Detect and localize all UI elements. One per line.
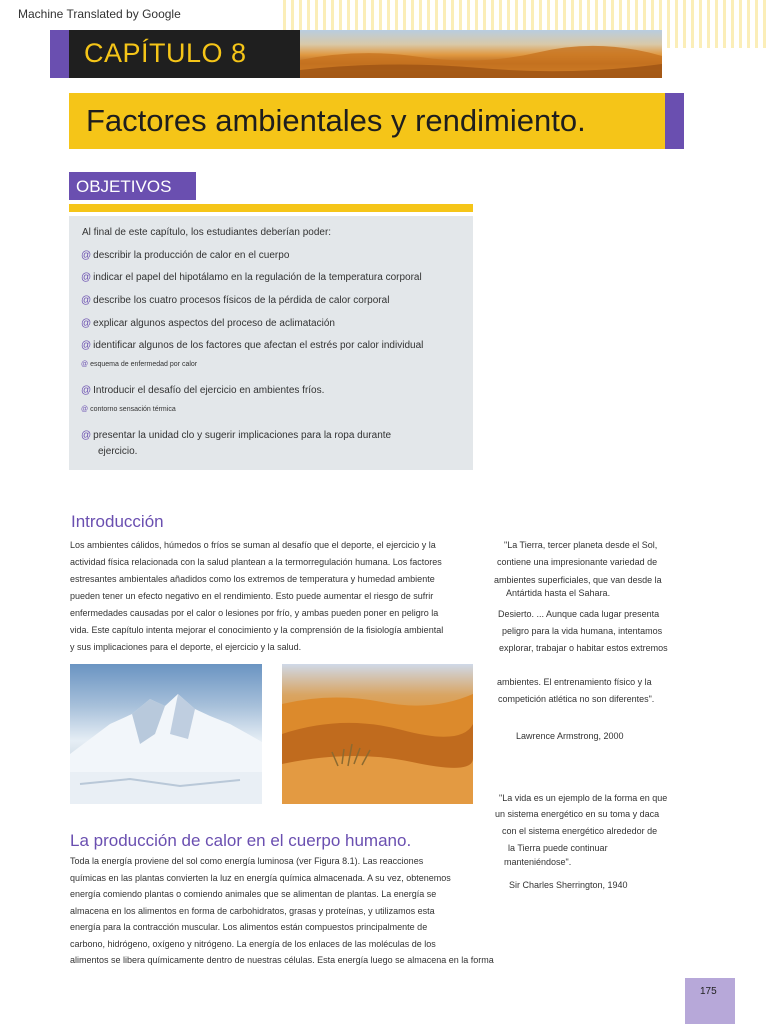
quote-line: contiene una impresionante variedad de <box>497 557 658 567</box>
body-line: Toda la energía proviene del sol como energía luminosa (ver Figura 8.1). Las reacciones <box>70 856 424 866</box>
heat-production-body <box>70 853 535 969</box>
at-marker: @ <box>81 250 92 261</box>
body-line: energía para la contracción muscular. Los alimentos están compuestos principalmente de <box>70 922 428 932</box>
body-line: carbono, hidrógeno, oxígeno y nitrógeno. La energía de los enlaces de las moléculas de los <box>70 938 436 949</box>
at-marker: @ <box>81 295 92 306</box>
quote-line: peligro para la vida humana, intentamos <box>502 626 663 636</box>
body-line: actividad física relacionada con la salud plantean a la termorregulación humana. Los factores <box>70 557 442 567</box>
quote-line: "La Tierra, tercer planeta desde el Sol, <box>504 540 658 550</box>
objective-text: indicar el papel del hipotálamo en la regulación de la temperatura corporal <box>93 272 422 283</box>
quote-line: competición atlética no son diferentes". <box>498 694 655 704</box>
quote-line: "La vida es un ejemplo de la forma en que <box>499 793 668 803</box>
at-marker: @ <box>81 385 92 396</box>
quote-line: manteniéndose". <box>504 857 572 867</box>
objective-text: explicar algunos aspectos del proceso de aclimatación <box>93 318 335 329</box>
objective-item <box>81 295 389 306</box>
quote-line: con el sistema energético alrededor de <box>502 826 658 836</box>
objective-item <box>81 340 423 351</box>
body-line: almacena en los alimentos en forma de carbohidratos, grasas y proteínas, y utilizamos esta <box>70 905 435 916</box>
quote-line: ambientes. El entrenamiento físico y la <box>497 677 652 687</box>
objective-item <box>81 406 176 413</box>
body-line: y sus implicaciones para el deporte, el ejercicio y la salud. <box>70 642 302 652</box>
page-number: 175 <box>700 986 717 997</box>
objectives-label: OBJETIVOS <box>76 177 172 196</box>
objective-text: esquema de enfermedad por calor <box>90 361 198 368</box>
title-accent <box>665 93 684 149</box>
objective-item <box>81 272 422 283</box>
quote-line: Antártida hasta el Sahara. <box>506 588 611 598</box>
body-line: pueden tener un efecto negativo en el rendimiento. Esto puede aumentar el riesgo de sufrir <box>70 591 434 601</box>
objectives-intro: Al final de este capítulo, los estudiantes deberían poder: <box>82 227 332 238</box>
body-line: enfermedades causadas por el calor o lesiones por frío, y ambas pueden poner en peligro la <box>70 608 439 618</box>
objective-text: identificar algunos de los factores que afectan el estrés por calor individual <box>93 340 424 351</box>
objective-text: describe los cuatro procesos físicos de la pérdida de calor corporal <box>93 295 390 306</box>
at-marker: @ <box>81 361 89 368</box>
quote-line: ambientes superficiales, que van desde la <box>494 575 662 585</box>
at-marker: @ <box>81 272 92 283</box>
desert-dune-image <box>282 664 473 804</box>
objective-item <box>81 361 197 368</box>
objective-item <box>81 430 391 441</box>
snow-mountain-image <box>70 664 262 804</box>
quote-line: Desierto. ... Aunque cada lugar presenta <box>498 609 660 619</box>
body-line: Los ambientes cálidos, húmedos o fríos se suman al desafío que el deporte, el ejercicio y la <box>70 540 436 550</box>
page-number-box <box>685 978 735 1024</box>
at-marker: @ <box>81 430 92 441</box>
chapter-accent <box>50 30 69 78</box>
objective-continuation: ejercicio. <box>98 446 138 457</box>
quote-line: un sistema energético en su toma y daca <box>495 809 660 819</box>
desert-banner-image <box>300 30 662 78</box>
objectives-divider <box>69 204 473 212</box>
body-line: estresantes ambientales añadidos como los extremos de temperatura y humedad ambiente <box>70 574 435 584</box>
at-marker: @ <box>81 406 89 413</box>
body-line: energía comiendo plantas o comiendo animales que se alimentan de plantas. La energía se <box>70 889 437 899</box>
introduction-heading: Introducción <box>71 512 164 531</box>
machine-translated-label: Machine Translated by Google <box>18 7 181 21</box>
body-line: vida. Este capítulo intenta mejorar el conocimiento y la comprensión de la fisiología ambiental <box>70 625 444 635</box>
objective-item <box>81 385 324 396</box>
introduction-body <box>70 537 478 656</box>
heat-production-heading: La producción de calor en el cuerpo humano. <box>70 831 412 850</box>
objective-text: Introducir el desafío del ejercicio en ambientes fríos. <box>93 385 325 396</box>
body-line: alimentos se libera químicamente dentro de nuestras células. Esta energía luego se almacena en la forma <box>70 955 494 965</box>
quote-line: la Tierra puede continuar <box>508 843 608 853</box>
quote-author: Lawrence Armstrong, 2000 <box>516 731 624 741</box>
objective-text: describir la producción de calor en el cuerpo <box>93 250 290 261</box>
quote-line: explorar, trabajar o habitar estos extremos <box>499 643 668 653</box>
chapter-title: CAPÍTULO 8 <box>84 38 247 68</box>
page-title: Factores ambientales y rendimiento. <box>86 103 586 138</box>
objective-item <box>81 250 289 261</box>
objective-item <box>81 318 335 329</box>
at-marker: @ <box>81 340 92 351</box>
objective-text: contorno sensación térmica <box>90 406 176 413</box>
body-line: químicas en las plantas convierten la luz en energía química almacenada. A su vez, obtenemos <box>70 872 451 883</box>
at-marker: @ <box>81 318 92 329</box>
objective-text: presentar la unidad clo y sugerir implicaciones para la ropa durante <box>93 430 392 441</box>
quote-author: Sir Charles Sherrington, 1940 <box>509 880 628 890</box>
